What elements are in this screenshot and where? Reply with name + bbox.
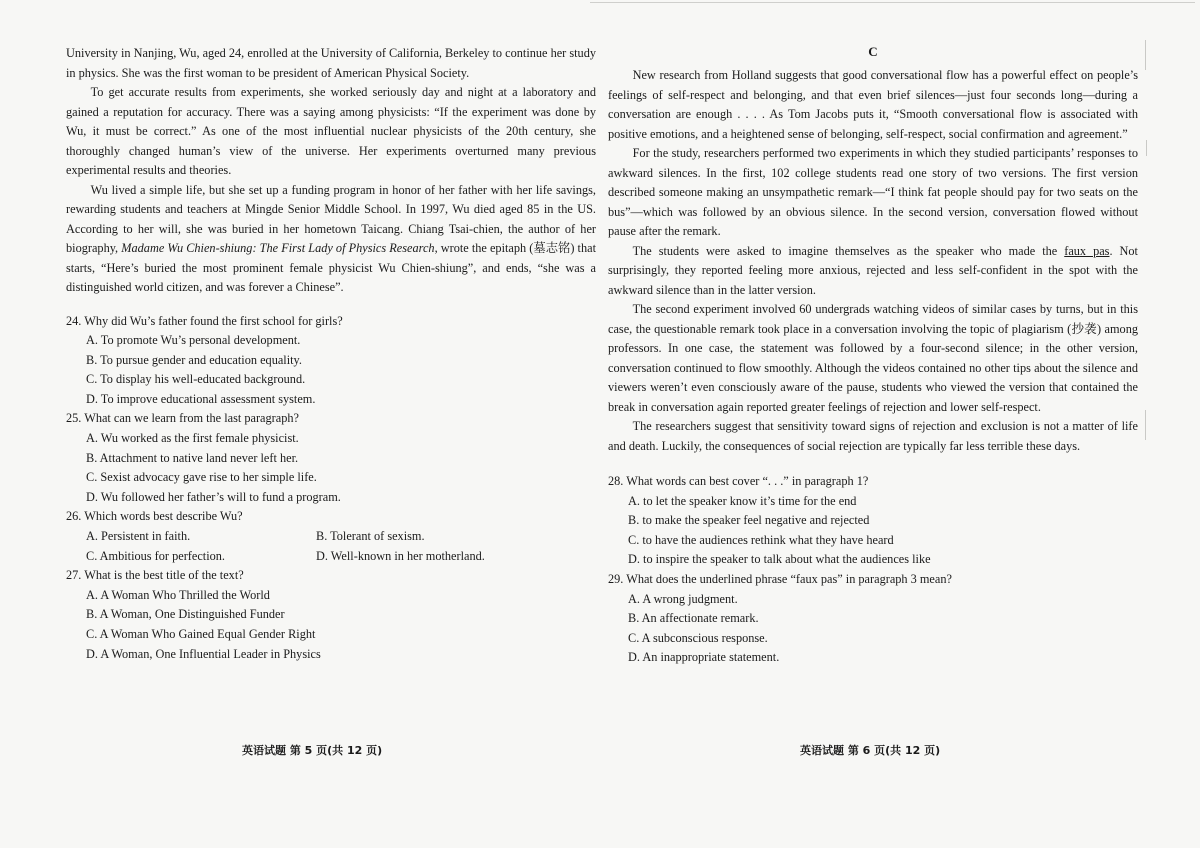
passage-paragraph: The researchers suggest that sensitivity toward signs of rejection and exclusion is not a matter of life and death. Luckily, the consequences of social rejection are typically far less terrible these days. <box>608 419 1138 453</box>
question-27: 27. What is the best title of the text? <box>66 568 244 583</box>
option: A. Persistent in faith. <box>86 529 191 544</box>
option: D. An inappropriate statement. <box>628 650 780 665</box>
option: B. to make the speaker feel negative and rejected <box>628 513 870 528</box>
text-run: . Not surprisingly, they reported feeling more anxious, rejected and less self-confident in the spot with the awkward silence than in the latter version. <box>608 243 1138 297</box>
text-run: Wu lived a simple life, but she set up a funding program in honor of her father with her life savings, rewarding students and teachers at Mingde Senior Middle School. In 1997, Wu died aged 85 in the US. According to her will, she was buried in her hometown Taicang. Chiang Tsai-chien, the author of her biography, <box>66 182 596 255</box>
passage-paragraph: New research from Holland suggests that good conversational flow has a powerful effect on people’s feelings of self-respect and belonging, and that even brief silences—just four seconds long—during a conversation are enough . . . . As Tom Jacobs puts it, “Smooth conversational flow is associated with positive emotions, and a heightened sense of belonging, self-respect, social confirmation and agreement.” <box>608 68 1138 141</box>
question-28: 28. What words can best cover “. . .” in paragraph 1? <box>608 474 869 488</box>
question-block <box>608 472 1138 668</box>
passage-paragraph: University in Nanjing, Wu, aged 24, enrolled at the University of California, Berkeley to continue her study in physics. She was the first woman to be president of American Physical Society. <box>66 46 596 80</box>
passage-paragraph <box>608 242 1138 301</box>
left-page-column <box>66 44 596 664</box>
underlined-phrase: faux pas <box>1064 243 1110 258</box>
question-24: 24. Why did Wu’s father found the first school for girls? <box>66 313 343 328</box>
right-page-column <box>608 44 1138 668</box>
page-footer-left: 英语试题 第 5 页(共 12 页) <box>242 744 383 757</box>
biography-title: Madame Wu Chien-shiung: The First Lady of Physics Research <box>121 241 435 255</box>
option: D. to inspire the speaker to talk about what the audiences like <box>628 552 931 567</box>
scan-edge-mark <box>1145 410 1146 440</box>
text-run: , wrote the epitaph (墓志铭) that starts, “Here’s buried the most prominent female physicist Wu Chien-shiung”, and ends, “she was a distinguished world citizen, and was forever a Chinese”. <box>66 241 597 294</box>
option: D. To improve educational assessment system. <box>86 391 316 406</box>
section-heading: C <box>868 44 878 59</box>
question-26: 26. Which words best describe Wu? <box>66 509 243 524</box>
page-footer-right: 英语试题 第 6 页(共 12 页) <box>800 744 941 757</box>
scan-edge-mark <box>1145 40 1146 70</box>
option: C. Ambitious for perfection. <box>86 548 226 563</box>
scan-edge-line <box>590 2 1195 3</box>
option: C. Sexist advocacy gave rise to her simple life. <box>86 470 317 485</box>
option: A. A wrong judgment. <box>628 591 738 606</box>
option: C. To display his well-educated background. <box>86 372 306 387</box>
option: A. Wu worked as the first female physicist. <box>86 431 299 446</box>
option: C. A Woman Who Gained Equal Gender Right <box>86 627 316 641</box>
option: A. to let the speaker know it’s time for the end <box>628 493 857 508</box>
option: D. A Woman, One Influential Leader in Physics <box>86 646 321 661</box>
option: B. An affectionate remark. <box>628 611 759 626</box>
option: A. A Woman Who Thrilled the World <box>86 587 270 602</box>
option: B. To pursue gender and education equality. <box>86 352 302 367</box>
passage-paragraph <box>66 181 596 298</box>
option: D. Wu followed her father’s will to fund a program. <box>86 489 341 504</box>
option: C. A subconscious response. <box>628 630 768 645</box>
option-row <box>86 527 596 547</box>
text-run: The students were asked to imagine themselves as the speaker who made the <box>632 243 1065 258</box>
option: B. A Woman, One Distinguished Funder <box>86 607 285 622</box>
option: A. To promote Wu’s personal development. <box>86 333 301 348</box>
option-row <box>86 547 596 567</box>
option: D. Well-known in her motherland. <box>316 548 485 563</box>
option: C. to have the audiences rethink what they have heard <box>628 532 894 547</box>
option: B. Attachment to native land never left her. <box>86 450 299 465</box>
passage-paragraph: The second experiment involved 60 undergrads watching videos of similar cases by turns, but in this case, the questionable remark took place in a conversation involving the topic of plagiarism (抄袭) among professors. In one case, the statement was followed by a four-second silence; in the other version, conversation continued to flow smoothly. Although the videos contained no other tips about the silence and viewers weren’t even consciously aware of the pause, students who viewed the version that contained the break in conversation again reported greater feelings of rejection and lower self-respect. <box>608 302 1138 414</box>
scan-edge-mark <box>1146 140 1147 156</box>
option: B. Tolerant of sexism. <box>316 529 425 544</box>
question-block <box>66 312 596 665</box>
question-25: 25. What can we learn from the last paragraph? <box>66 411 299 426</box>
passage-paragraph: To get accurate results from experiments, she worked seriously day and night at a laboratory and gained a reputation for accuracy. There was a saying among physicists: “If the experiment was done by Wu, it must be correct.” As one of the most influential nuclear physicists of the 20th century, she thoroughly changed human’s view of the universe. Her experiments overturned many previous experimental results and theories. <box>66 85 596 177</box>
passage-paragraph: For the study, researchers performed two experiments in which they studied participants’ responses to awkward silences. In the first, 102 college students read one story of two versions. The first version described someone making an unsympathetic remark—“I think fat people should pay for two seats on the bus”—which was followed by an obvious silence. In the second version, conversation flowed without pause after the remark. <box>608 146 1138 238</box>
question-29: 29. What does the underlined phrase “faux pas” in paragraph 3 mean? <box>608 571 952 586</box>
